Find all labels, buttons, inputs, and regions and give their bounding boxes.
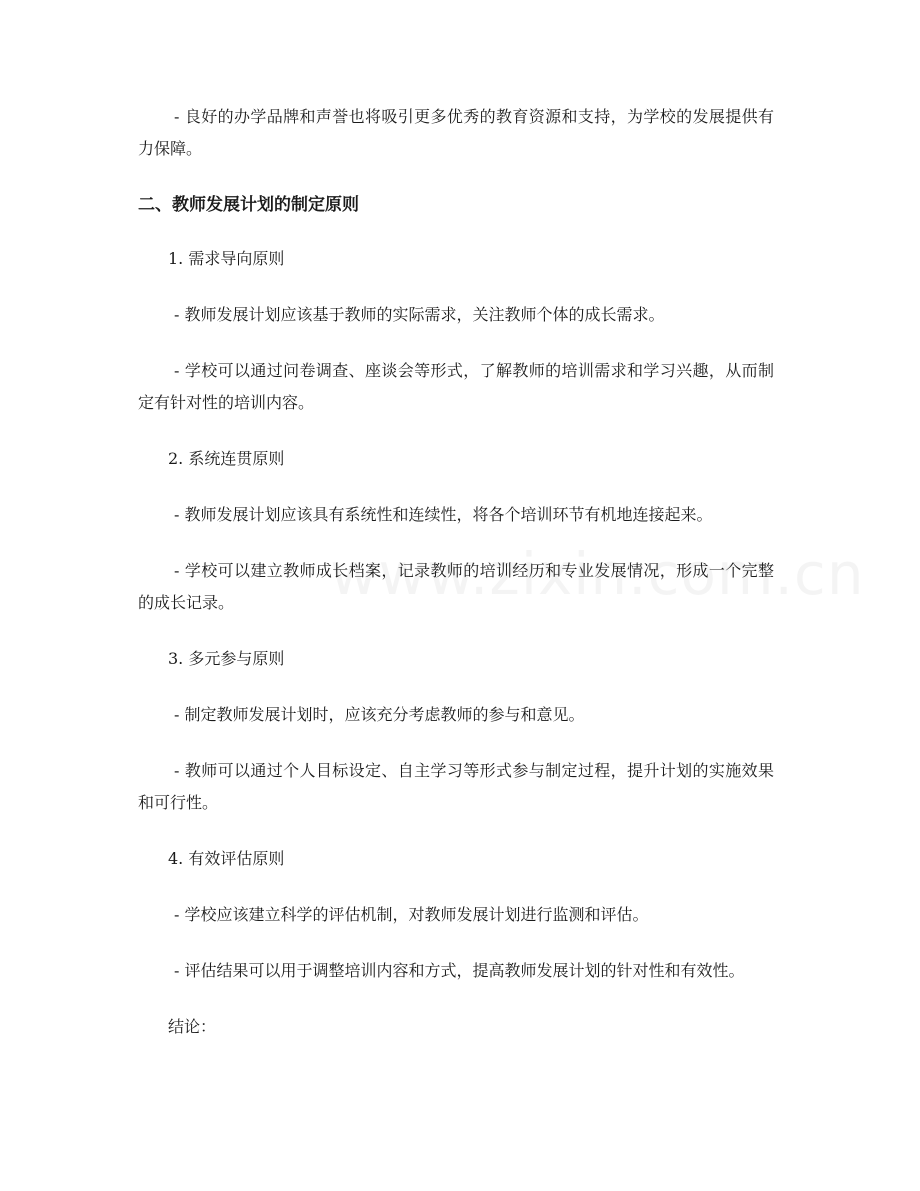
principle-3-title: 3. 多元参与原则: [168, 649, 285, 668]
principle-1-bullet-2: - 学校可以通过问卷调查、座谈会等形式，了解教师的培训需求和学习兴趣，从而制定有针对性的培训内容。: [138, 361, 774, 412]
principle-4-title: 4. 有效评估原则: [168, 849, 285, 868]
section-heading: 二、教师发展计划的制定原则: [138, 195, 359, 215]
intro-bullet: - 良好的办学品牌和声誉也将吸引更多优秀的教育资源和支持，为学校的发展提供有力保障。: [138, 107, 774, 158]
principle-3-bullet-2: - 教师可以通过个人目标设定、自主学习等形式参与制定过程，提升计划的实施效果和可行性。: [138, 761, 774, 812]
principle-3-bullet-1: - 制定教师发展计划时，应该充分考虑教师的参与和意见。: [174, 705, 585, 724]
principle-2-bullet-2: - 学校可以建立教师成长档案，记录教师的培训经历和专业发展情况，形成一个完整的成长记录。: [138, 561, 774, 612]
principle-1-bullet-1: - 教师发展计划应该基于教师的实际需求，关注教师个体的成长需求。: [174, 305, 665, 324]
principle-2-bullet-1: - 教师发展计划应该具有系统性和连续性，将各个培训环节有机地连接起来。: [174, 505, 713, 524]
principle-2-title: 2. 系统连贯原则: [168, 449, 285, 468]
principle-4-bullet-2: - 评估结果可以用于调整培训内容和方式，提高教师发展计划的针对性和有效性。: [174, 961, 745, 980]
principle-1-title: 1. 需求导向原则: [168, 249, 285, 268]
conclusion-label: 结论：: [168, 1017, 217, 1036]
principle-4-bullet-1: - 学校应该建立科学的评估机制，对教师发展计划进行监测和评估。: [174, 905, 649, 924]
document-body: [138, 101, 774, 1067]
